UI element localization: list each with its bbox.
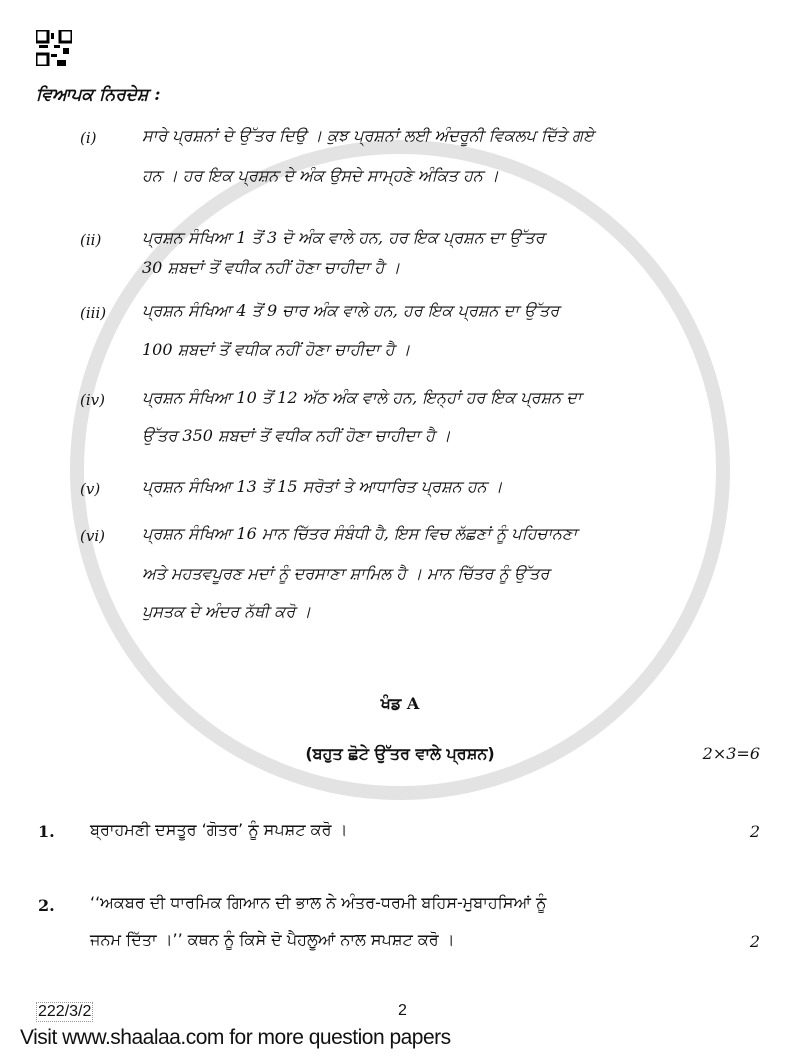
instruction-line: ਸਾਰੇ ਪ੍ਰਸ਼ਨਾਂ ਦੇ ਉੱਤਰ ਦਿਉ । ਕੁਝ ਪ੍ਰਸ਼ਨਾਂ ਲਈ ਅੰਦਰੂਨੀ ਵਿਕਲਪ ਦਿੱਤੇ ਗਏ [142, 126, 594, 145]
instruction-line: ਪ੍ਰਸ਼ਨ ਸੰਖਿਆ 1 ਤੋਂ 3 ਦੋ ਅੰਕ ਵਾਲੇ ਹਨ, ਹਰ ਇਕ ਪ੍ਰਸ਼ਨ ਦਾ ਉੱਤਰ [142, 228, 545, 247]
instruction-number: (ii) [80, 231, 102, 249]
visit-link[interactable]: Visit www.shaalaa.com for more question papers [20, 1026, 451, 1049]
general-instructions-heading: ਵਿਆਪਕ ਨਿਰਦੇਸ਼ : [36, 85, 161, 105]
section-title: ਖੰਡ A [380, 694, 420, 713]
question-number: 2. [38, 896, 55, 915]
question-text: ਬ੍ਰਾਹਮਣੀ ਦਸਤੂਰ ‘ਗੋਤਰ’ ਨੂੰ ਸਪਸ਼ਟ ਕਰੋ । [90, 820, 348, 839]
instruction-number: (iv) [80, 391, 105, 409]
instruction-line: ਪ੍ਰਸ਼ਨ ਸੰਖਿਆ 13 ਤੋਂ 15 ਸਰੋਤਾਂ ਤੇ ਆਧਾਰਿਤ ਪ੍ਰਸ਼ਨ ਹਨ । [142, 477, 503, 496]
instruction-line: ਪੁਸਤਕ ਦੇ ਅੰਦਰ ਨੱਥੀ ਕਰੋ । [142, 602, 311, 621]
instruction-line: ਪ੍ਰਸ਼ਨ ਸੰਖਿਆ 16 ਮਾਨ ਚਿੱਤਰ ਸੰਬੰਧੀ ਹੈ, ਇਸ ਵਿਚ ਲੱਛਣਾਂ ਨੂੰ ਪਹਿਚਾਨਣਾ [142, 524, 578, 543]
instruction-number: (i) [80, 129, 97, 147]
question-text: ਜਨਮ ਦਿੱਤਾ ।’’ ਕਥਨ ਨੂੰ ਕਿਸੇ ਦੋ ਪੈਹਲੂਆਂ ਨਾਲ ਸਪਸ਼ਟ ਕਰੋ । [90, 930, 455, 949]
qr-code-icon [36, 30, 72, 66]
question-marks: 2 [749, 932, 760, 951]
instruction-line: 30 ਸ਼ਬਦਾਂ ਤੋਂ ਵਧੀਕ ਨਹੀਂ ਹੋਣਾ ਚਾਹੀਦਾ ਹੈ । [142, 258, 401, 277]
instruction-line: ਪ੍ਰਸ਼ਨ ਸੰਖਿਆ 10 ਤੋਂ 12 ਅੱਠ ਅੰਕ ਵਾਲੇ ਹਨ, ਇਨ੍ਹਾਂ ਹਰ ਇਕ ਪ੍ਰਸ਼ਨ ਦਾ [142, 388, 582, 407]
instruction-number: (vi) [80, 527, 105, 545]
instruction-line: ਉੱਤਰ 350 ਸ਼ਬਦਾਂ ਤੋਂ ਵਧੀਕ ਨਹੀਂ ਹੋਣਾ ਚਾਹੀਦਾ ਹੈ । [142, 426, 451, 445]
instruction-number: (iii) [80, 304, 107, 322]
section-marks: 2×3=6 [702, 744, 760, 763]
question-marks: 2 [749, 822, 760, 841]
section-subtitle: (ਬਹੁਤ ਛੋਟੇ ਉੱਤਰ ਵਾਲੇ ਪ੍ਰਸ਼ਨ) [305, 744, 495, 763]
page-number: 2 [398, 1002, 407, 1019]
question-number: 1. [38, 822, 55, 841]
paper-code: 222/3/2 [38, 1003, 92, 1020]
question-text: ‘‘ਅਕਬਰ ਦੀ ਧਾਰਮਿਕ ਗਿਆਨ ਦੀ ਭਾਲ ਨੇ ਅੰਤਰ-ਧਰਮੀ ਬਹਿਸ-ਮੁਬਾਹਸਿਆਂ ਨੂੰ [90, 893, 547, 912]
instruction-line: ਪ੍ਰਸ਼ਨ ਸੰਖਿਆ 4 ਤੋਂ 9 ਚਾਰ ਅੰਕ ਵਾਲੇ ਹਨ, ਹਰ ਇਕ ਪ੍ਰਸ਼ਨ ਦਾ ਉੱਤਰ [142, 301, 560, 320]
instruction-line: 100 ਸ਼ਬਦਾਂ ਤੋਂ ਵਧੀਕ ਨਹੀਂ ਹੋਣਾ ਚਾਹੀਦਾ ਹੈ । [142, 340, 411, 359]
instruction-line: ਹਨ । ਹਰ ਇਕ ਪ੍ਰਸ਼ਨ ਦੇ ਅੰਕ ਉਸਦੇ ਸਾਮ੍ਹਣੇ ਅੰਕਿਤ ਹਨ । [142, 166, 499, 185]
instruction-number: (v) [80, 480, 101, 498]
instruction-line: ਅਤੇ ਮਹਤਵਪੂਰਣ ਮਦਾਂ ਨੂੰ ਦਰਸਾਣਾ ਸ਼ਾਮਿਲ ਹੈ । ਮਾਨ ਚਿੱਤਰ ਨੂੰ ਉੱਤਰ [142, 564, 550, 583]
